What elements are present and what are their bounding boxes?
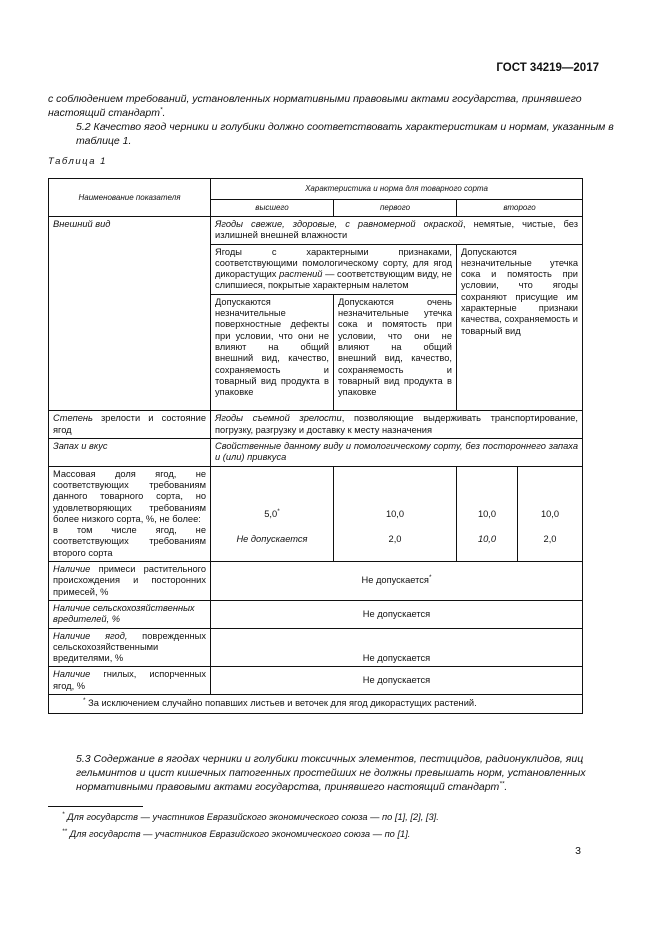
table-header-row xyxy=(49,179,583,200)
mass-second-a-sub: 10,0 xyxy=(477,533,497,544)
footnote-mark: ** xyxy=(62,827,68,835)
page-footnote-1 xyxy=(62,812,439,822)
table-row-ripeness xyxy=(49,411,583,439)
paragraph-end: . xyxy=(162,107,166,119)
impurity-name-italic: Наличие xyxy=(53,564,91,575)
table-title: Таблица 1 xyxy=(48,156,107,167)
footnote-mark: * xyxy=(277,507,280,515)
table-footnote-text: За исключением случайно попавших листьев и веточек для ягод дикорастущих растений. xyxy=(88,697,477,708)
table-row-mass xyxy=(49,466,583,561)
table-row-smell xyxy=(49,439,583,467)
paragraph-text: с соблюдением требований, установленных нормативными правовыми актами государства, принявшего настоящий стандарт xyxy=(48,93,582,119)
paragraph-text: 5.3 Содержание в ягодах черники и голубики токсичных элементов, пестицидов, радионуклидов, яиц гельминтов и цист кишечных патогенных простейших не должны превышать норм, установленных нормативными правовыми актами государства, принявшего настоящий стандарт xyxy=(76,753,586,793)
damaged-value: Не допускается xyxy=(211,628,583,667)
rotten-name-italic: Наличие xyxy=(53,669,91,680)
table-row-pests xyxy=(49,600,583,628)
mass-name-1: Массовая доля ягод, не соответствующих требованиям данного товарного сорта, но удовлетворяющих требованиям более низкого сорта, %, не более: xyxy=(53,468,206,524)
footnote-separator xyxy=(48,806,143,807)
paragraph-5-2: 5.2 Качество ягод черники и голубики должно соответствовать характеристикам и нормам, указанным в таблице 1. xyxy=(76,121,614,147)
table-footnote xyxy=(49,694,583,713)
footnote-mark: * xyxy=(428,574,432,582)
col-header-first: первого xyxy=(334,200,457,217)
appearance-all-italic: Ягоды свежие, здоровые, с равномерной окраской xyxy=(215,219,463,229)
footnote-text: Для государств — участников Евразийского экономического союза — по [1], [2], [3]. xyxy=(67,812,439,822)
paragraph-5-3 xyxy=(48,752,641,794)
rotten-value: Не допускается xyxy=(211,667,583,695)
mass-second-a-value: 10,0 xyxy=(477,508,497,519)
footnote-mark: * xyxy=(83,696,86,704)
row-name-impurity xyxy=(49,562,211,601)
damaged-name-rest: поврежденных сельскохозяйственными вредителями, % xyxy=(53,630,206,664)
impurity-name-rest: примеси растительного происхождения и посторонних примесей, % xyxy=(53,564,206,597)
ripeness-value xyxy=(211,411,583,439)
paragraph-continuation xyxy=(48,92,613,120)
footnote-mark: ** xyxy=(499,780,505,788)
rotten-name-rest: гнилых, испорченных ягод, % xyxy=(53,669,206,691)
smell-value: Свойственные данному виду и помологическому сорту, без постороннего запаха и (или) привкуса xyxy=(211,439,583,467)
document-code: ГОСТ 34219—2017 xyxy=(496,62,599,74)
table-footnote-row xyxy=(49,694,583,713)
appearance-all-rest: , немятые, чистые, без излишней внешней влажности xyxy=(215,219,579,241)
pests-value: Не допускается xyxy=(211,600,583,628)
mass-highest-value xyxy=(215,509,329,520)
mass-highest-number: 5,0 xyxy=(264,508,278,519)
mass-second-b-sub: 2,0 xyxy=(543,533,557,544)
ripeness-value-italic: Ягоды съемной зрелости xyxy=(215,413,342,424)
appearance-highest-defects: Допускаются незначительные поверхностные дефекты при условии, что они не влияют на общий внешний вид, качество, сохраняемость и товарный вид продукта в упаковке xyxy=(211,294,334,411)
page-number: 3 xyxy=(575,845,581,857)
row-name-damaged xyxy=(49,628,211,667)
row-name-appearance: Внешний вид xyxy=(49,217,211,411)
table-row-rotten xyxy=(49,667,583,695)
ripeness-name-rest: зрелости и состояние ягод xyxy=(53,413,206,435)
ripeness-value-rest: , позволяющие выдерживать транспортирование, погрузку, разгрузку и доставку к месту назначения xyxy=(215,413,578,435)
row-name-mass xyxy=(49,466,211,561)
appearance-all-grades xyxy=(211,217,583,245)
paragraph-end: . xyxy=(504,781,508,793)
appearance-first-defects: Допускаются очень незначительные утечка сока и помятость при условии, что они не влияют на общий внешний вид, качество, сохраняемость и товарный вид продукта в упаковке xyxy=(334,294,457,411)
mass-second-a xyxy=(457,466,518,561)
mass-highest xyxy=(211,466,334,561)
mass-first xyxy=(334,466,457,561)
table-row-appearance xyxy=(49,217,583,245)
footnote-mark: * xyxy=(159,106,163,114)
quality-table xyxy=(48,178,583,714)
mass-second-b xyxy=(518,466,583,561)
col-header-highest: высшего xyxy=(211,200,334,217)
appearance-hf-italic: растений xyxy=(279,269,323,280)
damaged-name-italic: Наличие ягод, xyxy=(53,630,128,641)
appearance-second: Допускаются незначительные утечка сока и помятость при условии, что ягоды сохраняют присущие им характерные признаки качества, сохраняемость и товарный вид xyxy=(457,244,583,411)
col-header-characteristic: Характеристика и норма для товарного сорта xyxy=(211,179,583,200)
impurity-value xyxy=(211,562,583,601)
appearance-highest-first xyxy=(211,244,457,294)
table-row-damaged xyxy=(49,628,583,667)
col-header-name: Наименование показателя xyxy=(49,179,211,217)
appearance-hf-rest: — соответствующим виду, не слипшиеся, покрытые характерным налетом xyxy=(215,269,452,291)
row-name-ripeness xyxy=(49,411,211,439)
mass-first-value: 10,0 xyxy=(385,508,405,519)
impurity-value-text: Не допускается xyxy=(361,575,429,586)
footnote-text: Для государств — участников Евразийского экономического союза — по [1]. xyxy=(69,829,411,839)
col-header-second: второго xyxy=(457,200,583,217)
mass-name-2: в том числе ягод, не соответствующих требованиям второго сорта xyxy=(53,525,206,558)
table-row-impurity xyxy=(49,562,583,601)
row-name-smell: Запах и вкус xyxy=(49,439,211,467)
appearance-hf-text: Ягоды с характерными признаками, соответствующими помологическому сорту, для ягод дикорастущих xyxy=(215,246,452,280)
row-name-rotten xyxy=(49,667,211,695)
mass-second-b-value: 10,0 xyxy=(540,508,560,519)
page-footnote-2 xyxy=(62,829,410,839)
row-name-pests: Наличие сельскохозяйственных вредителей, % xyxy=(49,600,211,628)
mass-first-sub: 2,0 xyxy=(388,533,402,544)
mass-highest-sub: Не допускается xyxy=(236,533,308,544)
footnote-mark: * xyxy=(62,810,65,818)
ripeness-name-italic: Степень xyxy=(53,413,93,424)
